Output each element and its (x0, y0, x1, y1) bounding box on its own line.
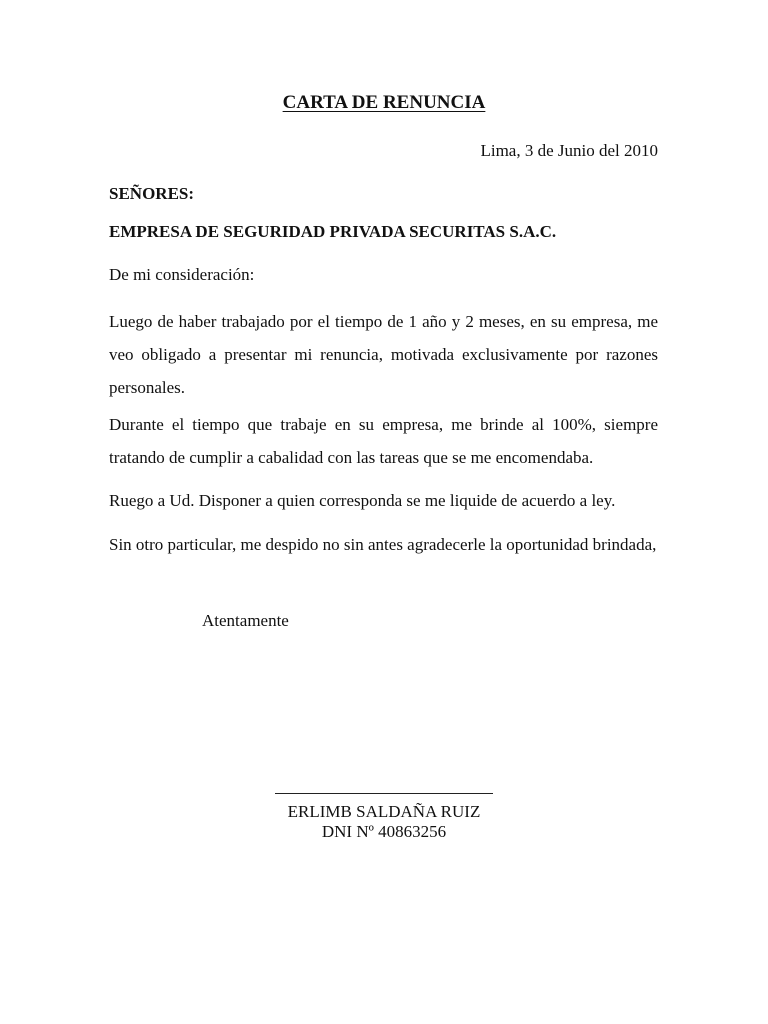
signature-block (0, 778, 768, 842)
body-paragraph-2: Durante el tiempo que trabaje en su empresa, me brinde al 100%, siempre tratando de cumplir a cabalidad con las tareas que se me encomendaba. (109, 415, 658, 467)
body-paragraph-3: Ruego a Ud. Disponer a quien corresponda se me liquide de acuerdo a ley. (109, 491, 616, 510)
letter-date: Lima, 3 de Junio del 2010 (480, 141, 658, 160)
addressee-heading: SEÑORES: (109, 184, 195, 203)
salutation: De mi consideración: (109, 265, 255, 284)
addressee-company: EMPRESA DE SEGURIDAD PRIVADA SECURITAS S.A.C. (109, 222, 557, 241)
letter-title: CARTA DE RENUNCIA (282, 92, 486, 113)
body-paragraph-4: Sin otro particular, me despido no sin antes agradecerle la oportunidad brindada, (109, 535, 657, 554)
body-paragraph-1: Luego de haber trabajado por el tiempo de 1 año y 2 meses, en su empresa, me veo obligado a presentar mi renuncia, motivada exclusivamente por razones personales. (109, 312, 658, 397)
signature-line (275, 778, 493, 794)
closing: Atentamente (202, 611, 289, 630)
signer-id: DNI Nº 40863256 (321, 822, 447, 841)
signer-name: ERLIMB SALDAÑA RUIZ (287, 802, 481, 821)
